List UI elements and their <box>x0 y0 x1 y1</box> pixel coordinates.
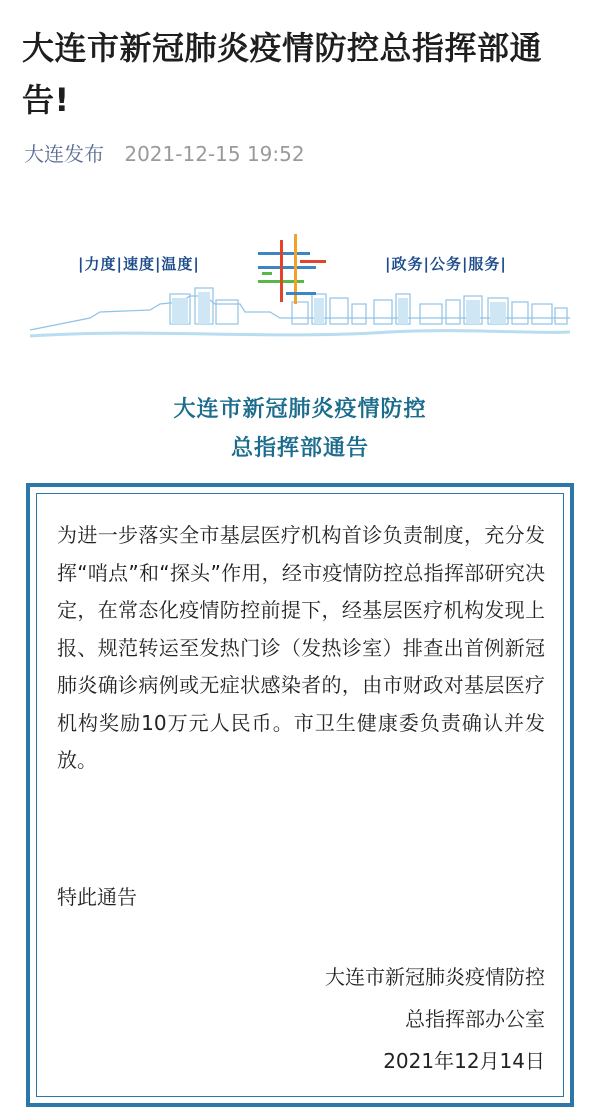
notice-heading-line2: 总指挥部通告 <box>230 436 369 461</box>
notice-closing: 特此通告 <box>57 885 137 909</box>
banner-image <box>30 208 570 346</box>
notice-body-text: 为进一步落实全市基层医疗机构首诊负责制度，充分发挥“哨点”和“探头”作用，经市疫情防控总指挥部研究决定，在常态化疫情防控前提下，经基层医疗机构发现上报、规范转运至发热门诊（发热诊室）排查出首例新冠肺炎确诊病例或无症状感染者的，由市财政对基层医疗机构奖励10万元人民币。市卫生健康委负责确认并发放。 <box>57 523 545 772</box>
notice-heading-line1: 大连市新冠肺炎疫情防控 <box>173 397 427 422</box>
publish-time: 2021-12-15 19:52 <box>124 142 305 166</box>
notice-inner-frame <box>36 493 564 1097</box>
banner-slogan-right: |政务|公务|服务| <box>385 255 507 273</box>
account-name-link[interactable]: 大连发布 <box>24 142 104 166</box>
city-skyline-illustration <box>30 208 570 346</box>
signer-line2: 总指挥部办公室 <box>405 1007 545 1031</box>
dalian-logo-icon <box>258 234 326 304</box>
signer-line1: 大连市新冠肺炎疫情防控 <box>325 965 545 989</box>
notice-date: 2021年12月14日 <box>383 1049 545 1073</box>
notice-box <box>26 483 574 1107</box>
banner-slogan-left: |力度|速度|温度| <box>78 255 200 273</box>
article-title: 大连市新冠肺炎疫情防控总指挥部通告! <box>22 29 543 119</box>
article-meta <box>24 139 305 169</box>
